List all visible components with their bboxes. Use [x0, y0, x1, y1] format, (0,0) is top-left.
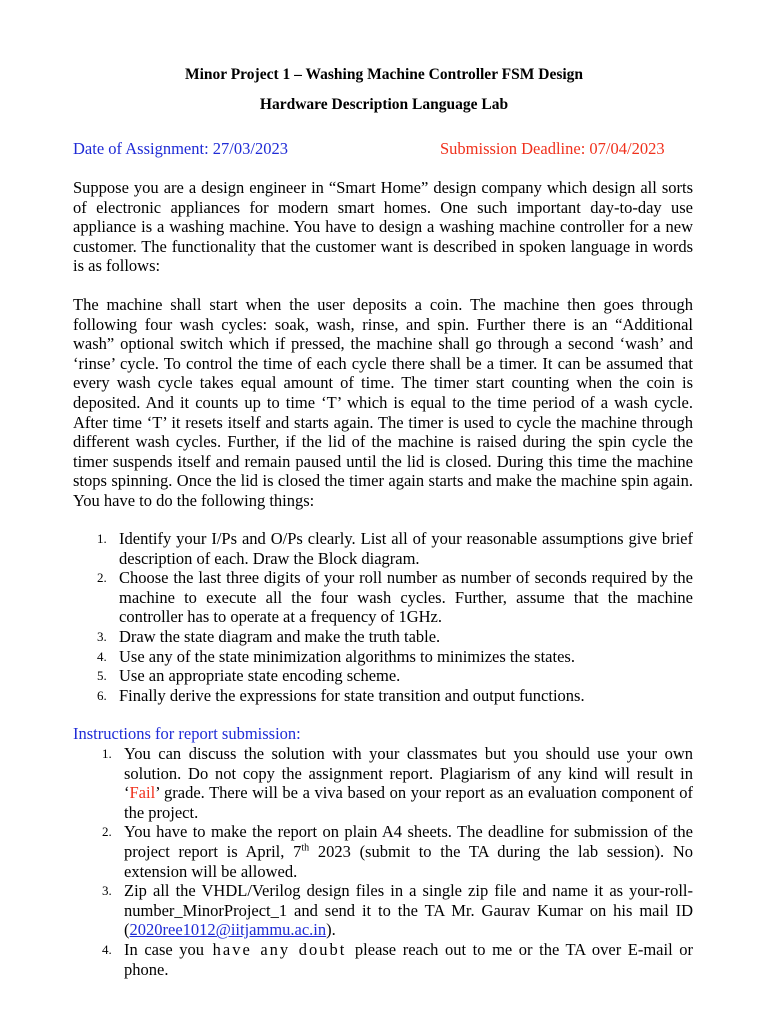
- task-item: [73, 568, 693, 627]
- document-subtitle: Hardware Description Language Lab: [259, 96, 509, 113]
- instruction-text: 2023 (submit to the TA during the lab session). No extension will be allowed.: [124, 841, 693, 881]
- submission-deadline: Submission Deadline: 07/04/2023: [440, 139, 665, 158]
- instruction-text: please reach out to me or the TA over E-mail or phone.: [124, 939, 693, 979]
- instruction-number: 3.: [102, 883, 112, 899]
- instruction-text: ).: [326, 920, 336, 940]
- intro-paragraph: Suppose you are a design engineer in “Smart Home” design company which design all sorts of electronic appliances for modern smart homes. One such important day-to-day use appliance is a washing machine. You have to design a washing machine controller for a new customer. The functionality that the customer want is described in spoken language in words is as follows:: [73, 178, 693, 276]
- document-title: Minor Project 1 – Washing Machine Controller FSM Design: [184, 66, 584, 83]
- task-text: Choose the last three digits of your roll number as number of seconds required by the machine to execute all the four wash cycles. Further, assume that the machine controller has to operate at a frequency of 1GHz.: [119, 568, 693, 627]
- task-number: 6.: [97, 687, 107, 703]
- task-number: 1.: [97, 531, 107, 546]
- instruction-number: 2.: [102, 824, 112, 840]
- task-text: Use an appropriate state encoding scheme.: [119, 666, 401, 686]
- task-item: [73, 627, 693, 647]
- task-number: 2.: [97, 570, 107, 586]
- instruction-text-spaced: have any doubt: [204, 939, 355, 959]
- instruction-item: [73, 744, 693, 822]
- assignment-date: Date of Assignment: 27/03/2023: [73, 139, 288, 158]
- instruction-text: You have to make the report on plain A4 sheets. The deadline for submission of the project report is April, 7: [124, 822, 693, 861]
- fail-grade-text: Fail: [129, 783, 156, 803]
- instruction-item: [73, 940, 693, 979]
- instruction-text: ’ grade. There will be a viva based on your report as an evaluation component of the project.: [124, 783, 693, 822]
- instruction-text: You can discuss the solution with your classmates but you should use your own solution. Do not copy the assignment report. Plagiarism of any kind will result in ‘: [124, 744, 693, 803]
- instruction-item: [73, 881, 693, 940]
- task-item: [73, 686, 693, 706]
- instructions-list: [73, 744, 693, 979]
- description-paragraph: The machine shall start when the user deposits a coin. The machine then goes through following four wash cycles: soak, wash, rinse, and spin. Further there is an “Additional wash” optional switch which if pressed, the machine shall go through a second ‘wash’ and ‘rinse’ cycle. To control the time of each cycle there shall be a timer. It can be assumed that every wash cycle takes equal amount of time. The timer start counting when the coin is deposited. And it counts up to time ‘T’ which is equal to the time period of a wash cycle. After time ‘T’ it resets itself and starts again. The timer is used to cycle the machine through different wash cycles. Further, if the lid of the machine is raised during the spin cycle the timer suspends itself and remain paused until the lid is closed. During this time the machine stops spinning. Once the lid is closed the timer again starts and make the machine spin again. You have to do the following things:: [73, 295, 693, 510]
- email-link[interactable]: 2020ree1012@iitjammu.ac.in: [129, 920, 327, 940]
- instruction-number: 4.: [102, 941, 112, 957]
- instruction-number: 1.: [102, 746, 112, 761]
- task-text: Draw the state diagram and make the truth table.: [119, 626, 441, 646]
- task-item: [73, 647, 693, 667]
- task-number: 5.: [97, 668, 107, 684]
- task-item: [73, 529, 693, 568]
- instruction-text: Zip all the VHDL/Verilog design files in a single zip file and name it as your-roll-number_MinorProject_1 and send it to the TA Mr. Gaurav Kumar on his mail ID (: [124, 881, 693, 940]
- ordinal-superscript: th: [301, 842, 310, 854]
- task-text: Use any of the state minimization algorithms to minimizes the states.: [119, 646, 575, 666]
- task-list: [73, 529, 693, 705]
- instruction-item: [73, 822, 693, 881]
- task-text: Identify your I/Ps and O/Ps clearly. List all of your reasonable assumptions give brief description of each. Draw the Block diagram.: [119, 529, 693, 568]
- task-item: [73, 666, 693, 686]
- task-number: 3.: [97, 628, 107, 644]
- instruction-text: In case you: [124, 939, 205, 959]
- task-text: Finally derive the expressions for state transition and output functions.: [119, 685, 585, 705]
- instructions-heading: Instructions for report submission:: [73, 724, 301, 743]
- task-number: 4.: [97, 648, 107, 664]
